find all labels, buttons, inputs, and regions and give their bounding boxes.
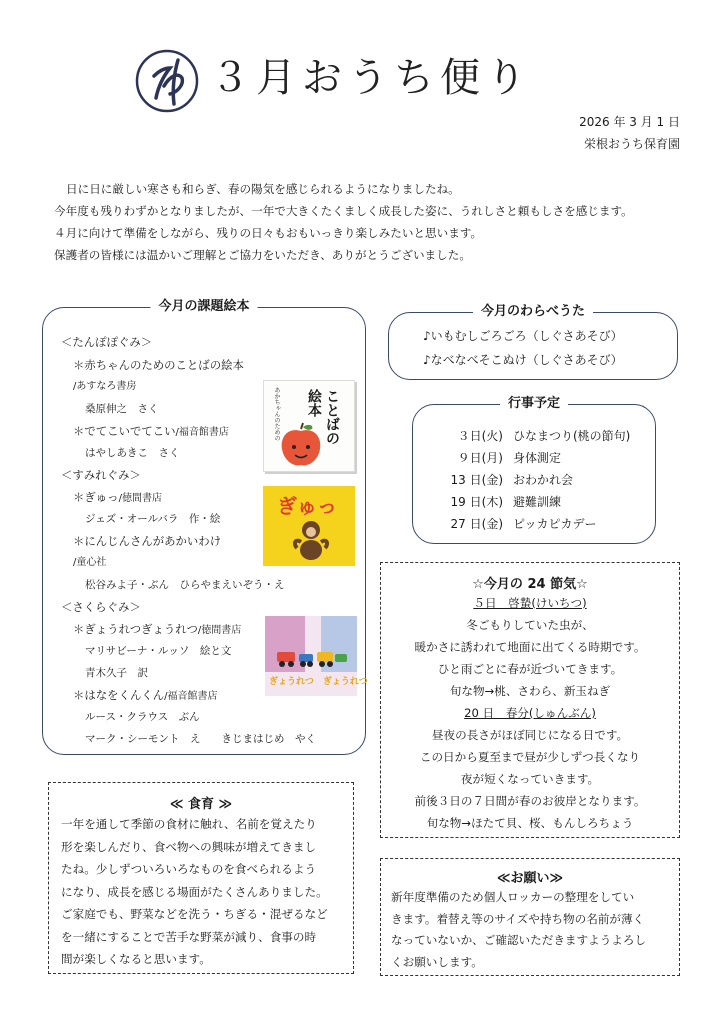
food-line: 一年を通して季節の食材に触れ、名前を覚えたり: [61, 817, 317, 831]
solar-terms-box: [380, 562, 680, 838]
book-author: 青木久子 訳: [85, 667, 148, 679]
food-line: になり、成長を感じる場面がたくさんありました。: [61, 884, 328, 899]
book-title: ＊はなをくんくん: [73, 688, 165, 702]
book-title-row: [73, 687, 218, 705]
book-cover-kotoba: [263, 380, 355, 472]
food-line: たね。少しずついろいろなものを食べられるよう: [61, 862, 317, 876]
issue-date: 2026 年 3 月 1 日: [579, 115, 680, 129]
apple-face-icon: [278, 423, 324, 469]
picture-books-title: 今月の課題絵本: [150, 298, 257, 316]
food-line: 間が楽しくなると思います。: [61, 952, 211, 966]
book-title: ＊でてこいでてこい: [73, 424, 176, 438]
food-education-text: [61, 813, 347, 971]
food-education-box: [48, 782, 354, 974]
nursery-logo-icon: [134, 48, 200, 114]
solar-term-line: 前後３日の７日間が春のお彼岸となります。: [414, 794, 646, 808]
book-title: ＊赤ちゃんのためのことばの絵本: [73, 358, 244, 372]
book-title-row: [73, 621, 241, 639]
event-date: 19 日(木): [450, 495, 503, 509]
event-name: ピッカピカデー: [513, 517, 597, 531]
page-title: ３月おうち便り: [210, 55, 532, 101]
picture-books-box: [42, 299, 368, 755]
warabe-uta-box: [388, 304, 678, 380]
request-line: くお願いします。: [391, 954, 483, 969]
toy-cars-icon: [275, 644, 349, 670]
solar-term-line: 旬な物→桃、さわら、新玉ねぎ: [449, 684, 611, 698]
event-name: ひなまつり(桃の節句): [513, 429, 631, 443]
food-line: ご家庭でも、野菜などを洗う・ちぎる・混ぜるなど: [61, 907, 328, 921]
solar-term-line: ひと雨ごとに春が近づいてきます。: [437, 662, 623, 676]
request-box: [380, 858, 680, 976]
book-title: ＊にんじんさんがあかいわけ: [73, 534, 222, 548]
request-line: なっていないか、ご確認いただきますようよろし: [391, 933, 647, 947]
book-publisher: /福音館書店: [164, 691, 218, 702]
event-name: 避難訓練: [513, 495, 562, 509]
solar-term-line: 昼夜の長さがほぼ同じになる日です。: [431, 728, 629, 742]
book-cover-gyu: [263, 486, 355, 566]
solar-term-line: 暖かさに誘われて地面に出てくる時期です。: [414, 640, 646, 654]
class-heading-sumire: ＜すみれぐみ＞: [61, 468, 141, 482]
solar-term-heading-text: ５日 啓蟄(けいちつ): [473, 596, 587, 610]
event-date: ９日(月): [457, 451, 503, 465]
book-title: ＊ぎょうれつぎょうれつ: [73, 622, 198, 636]
request-line: 新年度準備のため個人ロッカーの整理をしてい: [391, 890, 635, 904]
events-box: [412, 396, 656, 544]
event-name: 身体測定: [513, 451, 562, 465]
book-publisher: /あすなろ書房: [73, 381, 137, 392]
class-heading-sakura: ＜さくらぐみ＞: [61, 600, 141, 614]
school-name: 栄根おうち保育園: [583, 137, 680, 151]
cover-title: ぎょうれつ ぎょうれつ: [269, 677, 368, 687]
book-author: ジェズ・オールバラ 作・絵: [85, 513, 221, 525]
greeting-line: 日に日に厳しい寒さも和らぎ、春の陽気を感じられるようになりましたね。: [66, 182, 460, 196]
food-line: 形を楽しんだり、食べ物への興味が増えてきまし: [61, 839, 317, 854]
cover-title-2: 絵本: [306, 389, 322, 417]
cover-title: ぎゅっ: [277, 494, 337, 518]
cover-small-text: あかちゃんのための: [273, 387, 280, 441]
book-author: ルース・クラウス ぶん: [85, 711, 200, 723]
greeting-line: 今年度も残りわずかとなりましたが、一年で大きくたくましく成長した姿に、うれしさと頼もしさを感じます。: [54, 204, 633, 218]
book-publisher: /福音館書店: [175, 427, 229, 438]
monkey-icon: [291, 518, 331, 562]
book-publisher: /童心社: [73, 557, 107, 568]
book-publisher: /徳間書店: [197, 625, 242, 636]
solar-term-line: この日から夏至まで昼が少しずつ長くなり: [419, 750, 641, 764]
book-title-row: [73, 423, 229, 441]
solar-term-heading: [381, 705, 679, 721]
song-item: ♪なべなべそこぬけ（しぐさあそび）: [423, 353, 623, 367]
solar-term-line: 夜が短くなっていきます。: [460, 772, 600, 786]
request-text: [391, 887, 675, 973]
request-title: ≪お願い≫: [496, 871, 564, 886]
event-name: おわかれ会: [513, 473, 574, 487]
greeting-text: [54, 178, 694, 266]
greeting-line: ４月に向けて準備をしながら、残りの日々もおもいっきり楽しみたいと思います。: [54, 226, 483, 240]
event-date: 13 日(金): [450, 473, 503, 487]
book-title: ＊ぎゅっ: [73, 490, 119, 504]
book-author: 松谷みよ子・ぶん ひらやまえいぞう・え: [85, 579, 285, 591]
book-cover-gyouretsu: [265, 616, 368, 696]
food-line: を一緒にすることで苦手な野菜が減り、食事の時: [61, 929, 317, 944]
warabe-uta-title: 今月のわらべうた: [473, 303, 593, 321]
solar-term-heading-text: 20 日 春分(しゅんぶん): [464, 706, 596, 720]
cover-title-1: ことばの: [324, 389, 340, 445]
greeting-line: 保護者の皆様には温かいご理解とご協力をいただき、ありがとうございました。: [54, 248, 471, 262]
event-date: 27 日(金): [450, 517, 503, 531]
song-item: ♪いもむしごろごろ（しぐさあそび）: [423, 329, 623, 343]
solar-term-line: 旬な物→ほたて貝、桜、もんしろちょう: [426, 816, 634, 830]
book-title-row: [73, 489, 162, 507]
book-author: マーク・シーモント え きじまはじめ やく: [85, 733, 316, 745]
events-title: 行事予定: [500, 395, 568, 413]
book-author: 桑原伸之 さく: [85, 403, 159, 415]
request-line: きます。着替え等のサイズや持ち物の名前が薄く: [391, 911, 645, 926]
solar-term-line: 冬ごもりしていた虫が、: [466, 618, 594, 632]
book-author: マリサビーナ・ルッソ 絵と文: [85, 645, 232, 657]
book-publisher: /徳間書店: [118, 493, 162, 504]
food-education-title: ≪ 食育 ≫: [169, 797, 233, 812]
solar-terms-title: ☆今月の 24 節気☆: [472, 577, 588, 592]
event-date: ３日(火): [457, 429, 503, 443]
book-author: はやしあきこ さく: [85, 447, 180, 459]
solar-term-heading: [381, 595, 679, 611]
class-heading-tanpopo: ＜たんぽぽぐみ＞: [61, 335, 153, 349]
